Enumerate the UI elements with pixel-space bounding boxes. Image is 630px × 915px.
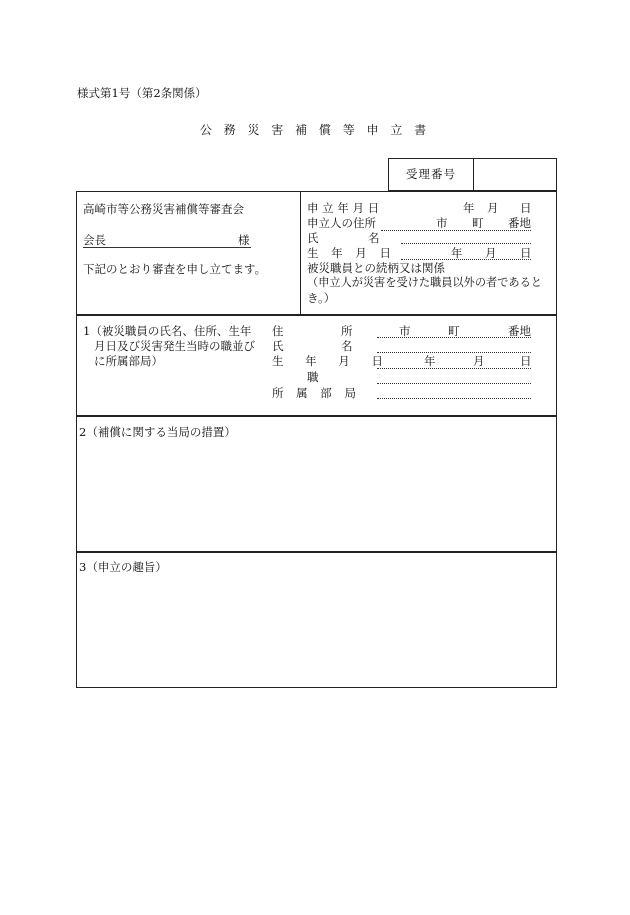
victim-address-label-2: 所 bbox=[341, 324, 353, 338]
applicant-address-city-unit: 市 bbox=[436, 216, 448, 230]
victim-name-label-2: 名 bbox=[341, 339, 353, 353]
victim-heading-line-2: 月日及び災害発生当時の職並び bbox=[94, 339, 255, 353]
purport-heading: 3（申立の趣旨） bbox=[79, 560, 167, 574]
victim-heading-line-3: に所属部局） bbox=[94, 354, 163, 368]
victim-address-label-1: 住 bbox=[272, 324, 284, 338]
victim-address-city-unit: 市 bbox=[399, 324, 411, 338]
reception-number-field[interactable] bbox=[474, 159, 556, 190]
victim-name-label-1: 氏 bbox=[272, 339, 284, 353]
addressee-underline bbox=[83, 247, 251, 248]
addressee-honorific: 様 bbox=[238, 233, 250, 247]
applicant-birth-month-unit: 月 bbox=[485, 246, 497, 260]
measures-heading: 2（補償に関する当局の措置） bbox=[79, 425, 236, 439]
filing-date-label: 申 立 年 月 日 bbox=[307, 201, 380, 215]
filing-date-month-unit: 月 bbox=[487, 201, 499, 215]
victim-heading-line-1: 1（被災職員の氏名、住所、生年 bbox=[83, 324, 252, 338]
reception-number-label: 受理番号 bbox=[389, 159, 474, 190]
filing-date-day-unit: 日 bbox=[520, 201, 532, 215]
victim-address-lot-unit: 番地 bbox=[508, 324, 531, 338]
relation-note-line-2: き。） bbox=[307, 291, 336, 305]
applicant-address-field[interactable] bbox=[381, 230, 531, 231]
applicant-address-lot-unit: 番地 bbox=[508, 216, 531, 230]
applicant-address-label: 申立人の住所 bbox=[307, 216, 376, 230]
victim-birth-day-unit: 日 bbox=[520, 354, 532, 368]
victim-position-field[interactable] bbox=[377, 383, 531, 384]
victim-birth-month-unit: 月 bbox=[473, 354, 485, 368]
reception-number-box bbox=[388, 158, 557, 191]
victim-address-town-unit: 町 bbox=[448, 324, 460, 338]
relation-label: 被災職員との続柄又は関係 bbox=[307, 261, 445, 275]
addressee-organization: 高崎市等公務災害補償等審査会 bbox=[83, 202, 244, 216]
victim-birth-field[interactable] bbox=[377, 368, 531, 369]
applicant-birth-year-unit: 年 bbox=[451, 246, 463, 260]
applicant-name-label-2: 名 bbox=[368, 231, 380, 245]
victim-department-field[interactable] bbox=[377, 398, 531, 399]
filing-date-year-unit: 年 bbox=[463, 201, 475, 215]
applicant-name-label-1: 氏 bbox=[307, 231, 319, 245]
applicant-birth-field[interactable] bbox=[401, 259, 531, 260]
addressee-chair: 会長 bbox=[83, 233, 106, 247]
relation-note-line-1: （申立人が災害を受けた職員以外の者であると bbox=[307, 276, 542, 289]
victim-name-field[interactable] bbox=[377, 352, 531, 353]
victim-department-label: 所 属 部 局 bbox=[272, 386, 361, 400]
victim-address-field[interactable] bbox=[377, 337, 531, 338]
form-number: 様式第1号（第2条関係） bbox=[77, 86, 207, 100]
applicant-birth-day-unit: 日 bbox=[520, 246, 532, 260]
page-title: 公 務 災 害 補 償 等 申 立 書 bbox=[199, 123, 431, 137]
applicant-name-field[interactable] bbox=[401, 243, 531, 244]
request-statement: 下記のとおり審査を申し立てます。 bbox=[83, 262, 267, 276]
victim-position-label: 職 bbox=[307, 370, 319, 384]
applicant-birth-label: 生 年 月 日 bbox=[307, 246, 396, 260]
victim-birth-label: 生 年 月 日 bbox=[272, 354, 392, 368]
victim-birth-year-unit: 年 bbox=[424, 354, 436, 368]
applicant-address-town-unit: 町 bbox=[472, 216, 484, 230]
column-divider bbox=[300, 192, 301, 314]
